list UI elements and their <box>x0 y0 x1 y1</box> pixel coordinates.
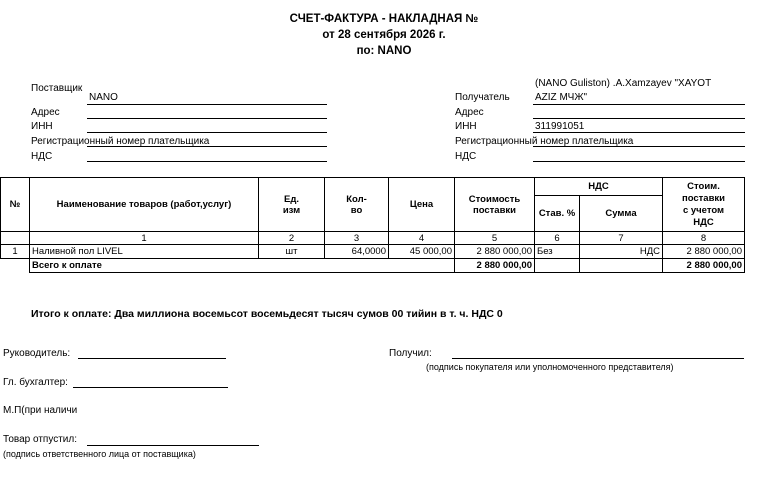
invoice-table <box>0 177 745 273</box>
total-with-nds: 2 880 000,00 <box>663 259 745 273</box>
row-cost: 2 880 000,00 <box>455 245 535 259</box>
released-signature-line <box>87 445 259 446</box>
recipient-address-line <box>533 118 745 119</box>
supplier-reg-label: Регистрационный номер плательщика <box>31 136 210 147</box>
total-cost: 2 880 000,00 <box>455 259 535 273</box>
col-header-price: Цена <box>389 178 455 232</box>
row-sum: НДС <box>580 245 663 259</box>
col-header-cost: Стоимость поставки <box>455 178 535 232</box>
recipient-inn: 311991051 <box>535 121 585 132</box>
recipient-reg-line <box>533 146 745 147</box>
supplier-name: NANO <box>89 92 118 103</box>
supplier-address-label: Адрес <box>31 107 60 118</box>
col-header-num: № <box>1 178 30 232</box>
col-number: 6 <box>535 232 580 245</box>
col-number: 2 <box>259 232 325 245</box>
col-number: 5 <box>455 232 535 245</box>
table-header-row <box>1 178 745 196</box>
document-title: СЧЕТ-ФАКТУРА - НАКЛАДНАЯ № <box>289 13 479 25</box>
document-basis: по: NANO <box>356 45 412 57</box>
supplier-inn-label: ИНН <box>31 121 53 132</box>
col-number: 4 <box>389 232 455 245</box>
col-number: 3 <box>325 232 389 245</box>
recipient-name-line2: AZIZ МЧЖ" <box>535 92 588 103</box>
col-header-sum: Сумма <box>580 196 663 232</box>
recipient-inn-line <box>533 132 745 133</box>
recipient-address-label: Адрес <box>455 107 484 118</box>
table-col-numbers-row <box>1 232 745 245</box>
supplier-inn-line <box>87 132 327 133</box>
col-number: 7 <box>580 232 663 245</box>
received-label: Получил: <box>389 348 432 359</box>
supplier-name-line <box>87 104 327 105</box>
recipient-inn-label: ИНН <box>455 121 477 132</box>
col-header-total: Стоим. поставки с учетом НДС <box>663 178 745 232</box>
row-name: Наливной пол LIVEL <box>30 245 259 259</box>
row-total: 2 880 000,00 <box>663 245 745 259</box>
accountant-label: Гл. бухгалтер: <box>3 377 68 388</box>
recipient-name-line <box>533 104 745 105</box>
row-num: 1 <box>1 245 30 259</box>
recipient-name-line1: (NANO Guliston) .A.Xamzayev "XAYOT <box>535 78 712 89</box>
col-number: 1 <box>30 232 259 245</box>
supplier-address-line <box>87 118 327 119</box>
row-unit: шт <box>259 245 325 259</box>
recipient-nds-label: НДС <box>455 151 477 162</box>
supplier-nds-label: НДС <box>31 151 53 162</box>
director-signature-line <box>78 358 226 359</box>
supplier-nds-line <box>87 161 327 162</box>
col-header-unit: Ед. изм <box>259 178 325 232</box>
col-header-name: Наименование товаров (работ,услуг) <box>30 178 259 232</box>
supplier-reg-line <box>87 146 327 147</box>
row-price: 45 000,00 <box>389 245 455 259</box>
received-signature-line <box>452 358 744 359</box>
amount-in-words: Итого к оплате: Два миллиона восемьсот восемьдесят тысяч сумов 00 тийин в т. ч. НДС 0 <box>31 308 503 320</box>
table-total-row <box>1 259 745 273</box>
col-header-rate: Став. % <box>535 196 580 232</box>
stamp-label: М.П(при наличи <box>3 405 78 416</box>
row-qty: 64,0000 <box>325 245 389 259</box>
row-rate: Без <box>535 245 580 259</box>
col-header-qty: Кол- во <box>325 178 389 232</box>
director-label: Руководитель: <box>3 348 71 359</box>
col-header-nds: НДС <box>535 178 663 196</box>
document-date: от 28 сентября 2026 г. <box>322 29 446 41</box>
received-hint: (подпись покупателя или уполномоченного представителя) <box>426 362 674 372</box>
recipient-label: Получатель <box>455 92 510 103</box>
total-label: Всего к оплате <box>30 259 455 273</box>
released-label: Товар отпустил: <box>3 434 77 445</box>
supplier-label: Поставщик <box>31 83 83 94</box>
col-number: 8 <box>663 232 745 245</box>
table-row <box>1 245 745 259</box>
released-hint: (подпись ответственного лица от поставщика) <box>3 449 196 459</box>
recipient-nds-line <box>533 161 745 162</box>
recipient-reg-label: Регистрационный номер плательщика <box>455 136 634 147</box>
accountant-signature-line <box>73 387 228 388</box>
